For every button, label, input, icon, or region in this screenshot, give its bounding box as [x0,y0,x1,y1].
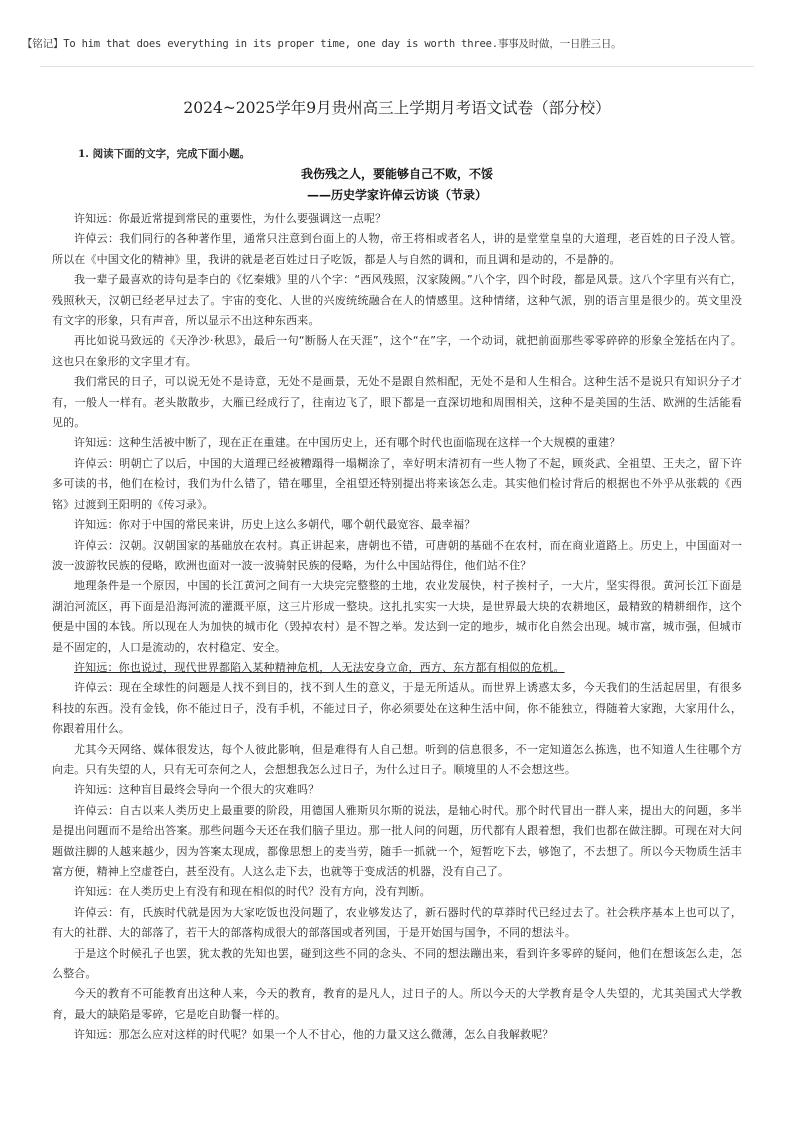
paragraph: 许倬云：自古以来人类历史上最重要的阶段，用德国人雅斯贝尔斯的说法，是轴心时代。那个时代冒出一群人来，提出大的问题，多半是提出问题而不是给出答案。那些问题今天还在我们脑子里边。那一批人问的问题，历代都有人跟着想，我们也都在做注脚。可现在对大问题做注脚的人越来越少，因为答案太现成，都像思想上的麦当劳，随手一抓就一个，短暂吃下去，够饱了，不去想了。所以今天物质生活丰富方便，精神上空虚苍白，甚至没有。人这么走下去，也就等于变成活的机器，没有自己了。 [52,803,742,878]
paragraph: 许知远：那怎么应对这样的时代呢？如果一个人不甘心，他的力量又这么微薄，怎么自我解救呢？ [74,1028,554,1042]
paragraph: 许知远：这种生活被中断了，现在正在重建。在中国历史上，还有哪个时代也面临现在这样一个大规模的重建？ [74,436,621,450]
question-heading: 1. 阅读下面的文字，完成下面小题。 [78,148,251,160]
paragraph: 再比如说马致远的《天净沙·秋思》，最后一句“断肠人在天涯”，这个“在”字，一个动词，就把前面那些零零碎碎的形象全笼括在内了。这也只在象形的文字里才有。 [52,334,742,368]
paragraph: 于是这个时候孔子也罢，犹太教的先知也罢，碰到这些不同的念头、不同的想法蹦出来，看到许多零碎的疑问，他们在想该怎么走，怎么整合。 [52,946,742,981]
article-body [52,209,742,1046]
paragraph: 尤其今天网络、媒体很发达，每个人彼此影响，但是难得有人自己想。听到的信息很多，不一定知道怎么拣选，也不知道人生往哪个方向走。只有失望的人，只有无可奈何之人，会想想我怎么过日子，为什么过日子。顺境里的人不会想这些。 [52,742,742,776]
paragraph: 今天的教育不可能教育出这种人来，今天的教育，教育的是凡人，过日子的人。所以今天的大学教育是令人失望的，尤其美国式大学教育，最大的缺陷是零碎，它是吃自助餐一样的。 [52,987,742,1021]
paragraph: 许倬云：有，氏族时代就是因为大家吃饭也没问题了，农业够发达了，新石器时代的草莽时代已经过去了。社会秩序基本上也可以了，有大的社群、大的部落了，若干大的部落构成很大的部落国或者列国，于是开始国与国争，不同的想法斗。 [52,905,742,940]
motto-banner: 【铭记】To him that does everything in its proper time, one day is worth three.事事及时做，一日胜三日。 [22,38,622,50]
paragraph: 我们常民的日子，可以说无处不是诗意，无处不是画景，无处不是跟自然相配，无处不是和人生相合。这种生活不是说只有知识分子才有，一般人一样有。老头散散步，大雁已经成行了，往南边飞了，眼下都是一直深切地和周围相关，这种不是美国的生活、欧洲的生活能看见的。 [52,375,742,430]
article-title: 我伤残之人，要能够自己不败，不馁 [300,167,493,181]
paragraph: 许知远：你最近常提到常民的重要性，为什么要强调这一点呢？ [74,212,387,225]
paragraph: 许倬云：我们同行的各种著作里，通常只注意到台面上的人物，帝王将相或者名人，讲的是堂堂皇皇的大道理，老百姓的日子没人管。所以在《中国文化的精神》里，我讲的就是老百姓过日子吃饭，都是人与自然的调和，而且调和是动的，不是静的。 [52,232,742,266]
paragraph: 我一辈子最喜欢的诗句是李白的《忆秦娥》里的八个字：“西风残照，汉家陵阙。”八个字，四个时段，都是风景。这八个字里有兴有亡，残照秋天，汉朝已经老早过去了。宇宙的变化、人世的兴废统统融合在人的情感里。这种情绪，这种气派，别的语言里是很少的。英文里没有文字的形象，只有声音，所以显示不出这种东西来。 [52,273,742,328]
paragraph: 许知远：在人类历史上有没有和现在相似的时代？没有方向，没有判断。 [74,885,431,899]
paragraph: 许倬云：现在全球性的问题是人找不到目的，找不到人生的意义，于是无所适从。而世界上诱惑太多，今天我们的生活起居里，有很多科技的东西。没有金钱，你不能过日子，没有手机，不能过日子，你必须要处在这种生活中间，你不能独立，得随着大家跑，大家用什么，你跟着用什么。 [52,681,742,736]
paragraph: 许倬云：明朝亡了以后，中国的大道理已经被糟蹋得一塌糊涂了，幸好明末清初有一些人物了不起，顾炎武、全祖望、王夫之，留下许多可读的书，他们在检讨，我们为什么错了，错在哪里，全祖望还特别提出将来该怎么走。其实他们检讨背后的根据也不外乎从张载的《西铭》过渡到王阳明的《传习录》。 [52,456,742,511]
paragraph: 许知远：你对于中国的常民来讲，历史上这么多朝代，哪个朝代最宽容、最幸福？ [74,518,476,532]
paragraph: 地理条件是一个原因，中国的长江黄河之间有一大块完完整整的土地，农业发展快，村子挨村子，一大片，坚实得很。黄河长江下面是湖泊河流区，再下面是沿海河流的灌溉平原，这三片形成一整块。这扎扎实实一大块，是世界最大块的农耕地区，最精致的精耕细作，这个便是中国的本钱。所以现在人为加快的城市化（毁掉农村）是不智之举。发达到一定的地步，城市化自然会出现。城市富，城市强，但城市是不固定的，人口是流动的，农村稳定、安全。 [52,579,742,654]
exam-title: 2024~2025学年9月贵州高三上学期月考语文试卷（部分校） [183,99,611,117]
paragraph: 许倬云：汉朝。汉朝国家的基础放在农村。真正讲起来，唐朝也不错，可唐朝的基础不在农村，而在商业道路上。历史上，中国面对一波一波游牧民族的侵略，欧洲也面对一波一波骑射民族的侵略，为什么中国站得住，他们站不住？ [52,538,742,572]
paragraph-underlined: 许知远：你也说过，现代世界都陷入某种精神危机，人无法安身立命，西方、东方都有相似的危机。 [74,660,565,674]
header-divider [40,66,754,67]
paragraph: 许知远：这种盲目最终会导向一个很大的灾难吗？ [74,783,320,797]
article-subtitle: ——历史学家许倬云访谈（节录） [306,188,487,202]
